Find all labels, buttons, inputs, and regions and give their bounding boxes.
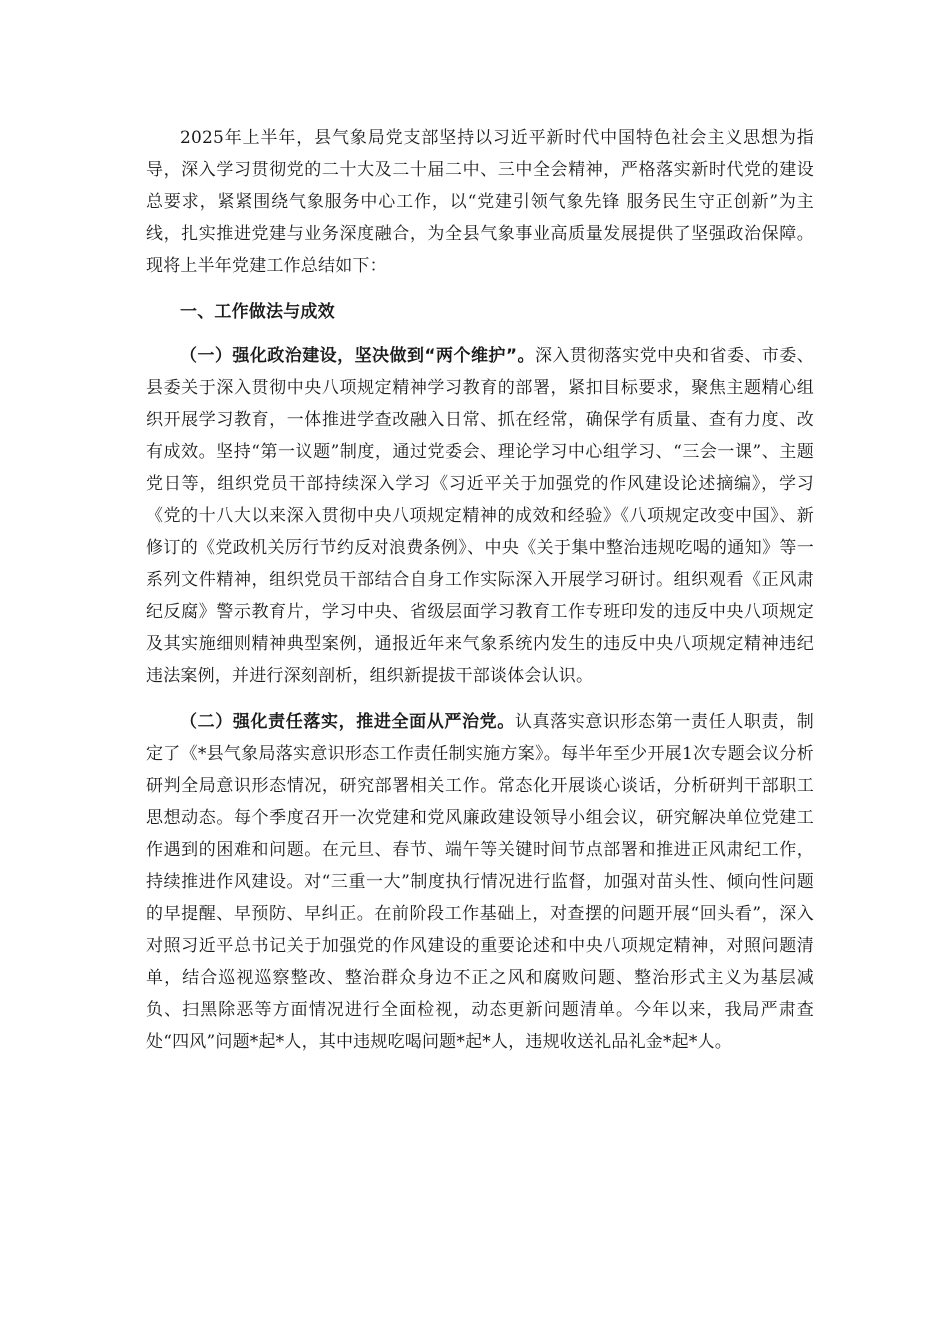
- item1-lead: （一）强化政治建设，坚决做到“两个维护”。: [180, 346, 535, 366]
- item1-paragraph: [146, 340, 814, 692]
- item1-body: 深入贯彻落实党中央和省委、市委、县委关于深入贯彻中央八项规定精神学习教育的部署，紧扣目标要求，聚焦主题精心组织开展学习教育，一体推进学查改融入日常、抓在经常，确保学有质量、查有力度、改有成效。坚持“第一议题”制度，通过党委会、理论学习中心组学习、“三会一课”、主题党日等，组织党员干部持续深入学习《习近平关于加强党的作风建设论述摘编》，学习《党的十八大以来深入贯彻中央八项规定精神的成效和经验》《八项规定改变中国》、新修订的《党政机关厉行节约反对浪费条例》、中央《关于集中整治违规吃喝的通知》等一系列文件精神，组织党员干部结合自身工作实际深入开展学习研讨。组织观看《正风肃纪反腐》警示教育片，学习中央、省级层面学习教育工作专班印发的违反中央八项规定及其实施细则精神典型案例，通报近年来气象系统内发生的违反中央八项规定精神违纪违法案例，并进行深刻剖析，组织新提拔干部谈体会认识。: [146, 346, 815, 686]
- item2-paragraph: [146, 706, 814, 1058]
- item2-lead: （二）强化责任落实，推进全面从严治党。: [180, 712, 515, 732]
- document-body: [146, 122, 814, 1072]
- item2-body: 认真落实意识形态第一责任人职责，制定了《*县气象局落实意识形态工作责任制实施方案》。每半年至少开展1次专题会议分析研判全局意识形态情况，研究部署相关工作。常态化开展谈心谈话，分析研判干部职工思想动态。每个季度召开一次党建和党风廉政建设领导小组会议，研究解决单位党建工作遇到的困难和问题。在元旦、春节、端午等关键时间节点部署和推进正风肃纪工作，持续推进作风建设。对“三重一大”制度执行情况进行监督，加强对苗头性、倾向性问题的早提醒、早预防、早纠正。在前阶段工作基础上，对查摆的问题开展“回头看”，深入对照习近平总书记关于加强党的作风建设的重要论述和中央八项规定精神，对照问题清单，结合巡视巡察整改、整治群众身边不正之风和腐败问题、整治形式主义为基层减负、扫黑除恶等方面情况进行全面检视，动态更新问题清单。今年以来，我局严肃查处“四风”问题*起*人，其中违规吃喝问题*起*人，违规收送礼品礼金*起*人。: [146, 712, 814, 1052]
- intro-paragraph: 2025年上半年，县气象局党支部坚持以习近平新时代中国特色社会主义思想为指导，深入学习贯彻党的二十大及二十届二中、三中全会精神，严格落实新时代党的建设总要求，紧紧围绕气象服务中心工作，以“党建引领气象先锋 服务民生守正创新”为主线，扎实推进党建与业务深度融合，为全县气象事业高质量发展提供了坚强政治保障。现将上半年党建工作总结如下：: [146, 128, 814, 276]
- section-heading: 一、工作做法与成效: [180, 302, 335, 322]
